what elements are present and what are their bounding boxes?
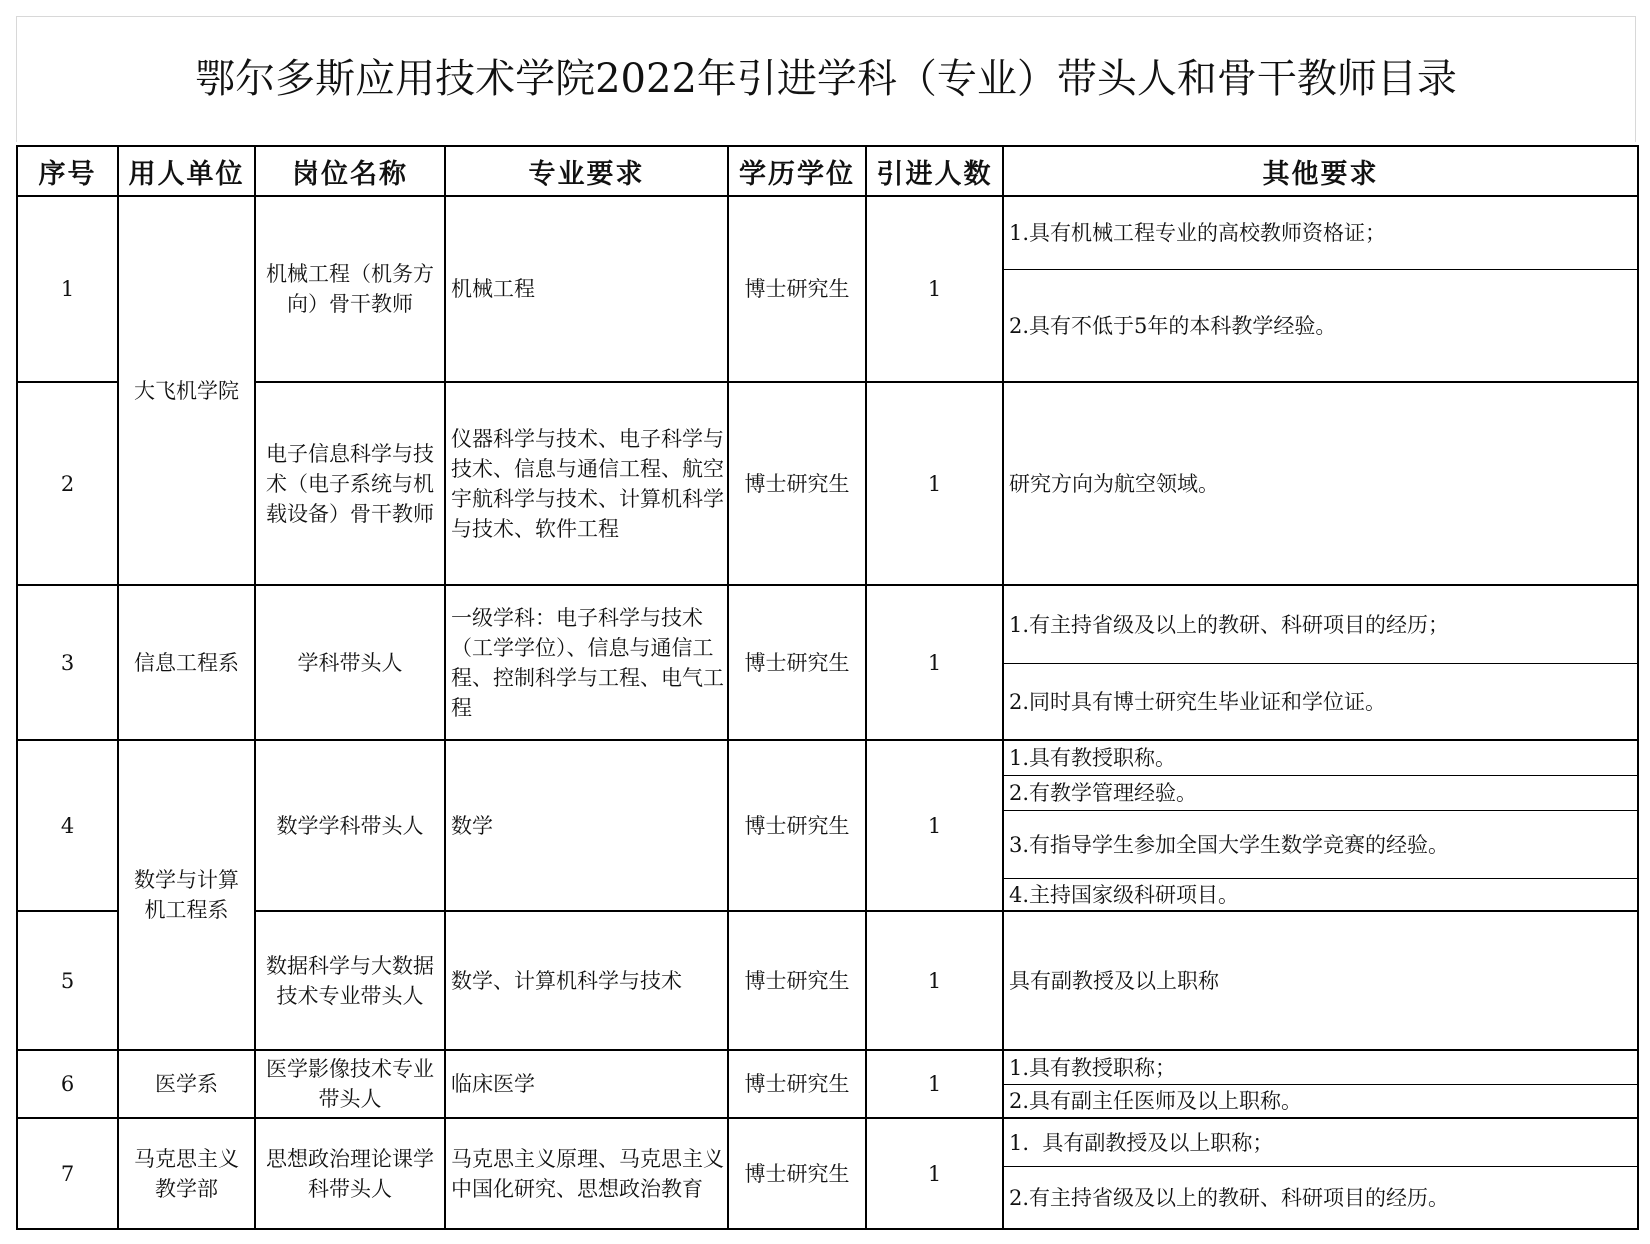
unit-cell: 大飞机学院 [118,196,255,585]
unit-cell: 信息工程系 [118,585,255,740]
row-no: 6 [17,1050,118,1118]
other-item: 2.具有副主任医师及以上职称。 [1004,1084,1637,1117]
header-degree: 学历学位 [728,146,866,196]
other-item: 1.具有教授职称； [1009,1055,1177,1080]
other-item: 1.有主持省级及以上的教研、科研项目的经历； [1009,612,1450,637]
header-unit: 用人单位 [118,146,255,196]
post-cell: 数学学科带头人 [255,740,445,911]
other-cell: 研究方向为航空领域。 [1003,382,1638,585]
post-cell: 数据科学与大数据技术专业带头人 [255,911,445,1050]
other-cell [1003,1050,1638,1118]
row-no: 3 [17,585,118,740]
other-item: 1.具有教授职称。 [1009,746,1177,770]
table-row [17,1050,1638,1118]
other-item: 2.同时具有博士研究生毕业证和学位证。 [1004,663,1637,739]
post-cell: 思想政治理论课学科带头人 [255,1118,445,1229]
post-cell: 电子信息科学与技术（电子系统与机载设备）骨干教师 [255,382,445,585]
major-cell: 一级学科：电子科学与技术（工学学位）、信息与通信工程、控制科学与工程、电气工程 [445,585,728,740]
table-row [17,196,1638,382]
degree-cell: 博士研究生 [728,911,866,1050]
row-no: 5 [17,911,118,1050]
header-major: 专业要求 [445,146,728,196]
title-area [16,16,1636,142]
row-no: 1 [17,196,118,382]
degree-cell: 博士研究生 [728,196,866,382]
degree-cell: 博士研究生 [728,1118,866,1229]
count-cell: 1 [866,585,1003,740]
major-cell: 临床医学 [445,1050,728,1118]
table-row [17,911,1638,1050]
major-cell: 仪器科学与技术、电子科学与技术、信息与通信工程、航空宇航科学与技术、计算机科学与技术、软件工程 [445,382,728,585]
count-cell: 1 [866,1050,1003,1118]
degree-cell: 博士研究生 [728,585,866,740]
major-cell: 数学、计算机科学与技术 [445,911,728,1050]
major-cell: 马克思主义原理、马克思主义中国化研究、思想政治教育 [445,1118,728,1229]
other-cell [1003,196,1638,382]
row-no: 2 [17,382,118,585]
count-cell: 1 [866,740,1003,911]
other-item: 2.有教学管理经验。 [1004,775,1637,810]
unit-cell: 数学与计算机工程系 [118,740,255,1050]
table-row [17,1118,1638,1229]
header-count: 引进人数 [866,146,1003,196]
table-row [17,585,1638,740]
table-header-row [17,146,1638,196]
unit-cell: 马克思主义教学部 [118,1118,255,1229]
count-cell: 1 [866,382,1003,585]
other-item: 2.具有不低于5年的本科教学经验。 [1004,269,1637,381]
row-no: 7 [17,1118,118,1229]
post-cell: 医学影像技术专业带头人 [255,1050,445,1118]
other-cell [1003,585,1638,740]
recruitment-table [16,145,1639,1230]
document-title: 鄂尔多斯应用技术学院2022年引进学科（专业）带头人和骨干教师目录 [195,56,1457,102]
other-item: 2.有主持省级及以上的教研、科研项目的经历。 [1004,1166,1637,1228]
other-item: 3.有指导学生参加全国大学生数学竞赛的经验。 [1004,810,1637,878]
table-row [17,740,1638,911]
degree-cell: 博士研究生 [728,740,866,911]
post-cell: 机械工程（机务方向）骨干教师 [255,196,445,382]
other-cell [1003,1118,1638,1229]
header-post: 岗位名称 [255,146,445,196]
degree-cell: 博士研究生 [728,382,866,585]
other-cell: 具有副教授及以上职称 [1003,911,1638,1050]
row-no: 4 [17,740,118,911]
major-cell: 机械工程 [445,196,728,382]
unit-cell: 医学系 [118,1050,255,1118]
degree-cell: 博士研究生 [728,1050,866,1118]
table-row [17,382,1638,585]
header-other: 其他要求 [1003,146,1638,196]
other-item: 1.具有机械工程专业的高校教师资格证； [1009,221,1387,245]
other-cell [1003,740,1638,911]
count-cell: 1 [866,196,1003,382]
post-cell: 学科带头人 [255,585,445,740]
header-no: 序号 [17,146,118,196]
major-cell: 数学 [445,740,728,911]
count-cell: 1 [866,911,1003,1050]
other-item: 1. 具有副教授及以上职称； [1009,1130,1274,1155]
other-item: 4.主持国家级科研项目。 [1004,878,1637,910]
count-cell: 1 [866,1118,1003,1229]
